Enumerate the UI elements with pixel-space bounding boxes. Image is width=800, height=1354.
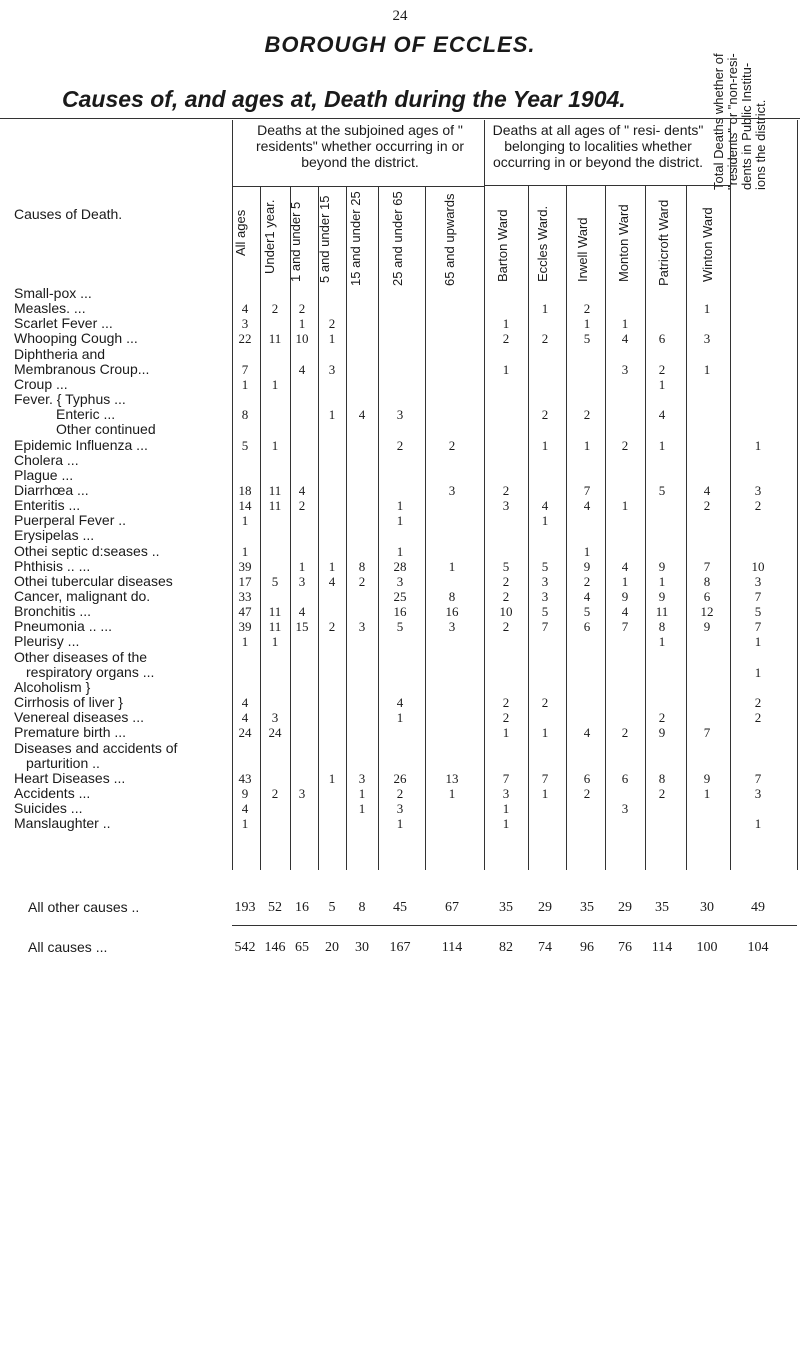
summary-cell: 82 xyxy=(499,940,513,955)
table-cell: 7 xyxy=(241,361,249,377)
table-cell: 33 xyxy=(238,589,252,604)
table-cell: 2 xyxy=(502,695,510,711)
table-cell: 3 xyxy=(298,573,306,589)
table-cell: 7 xyxy=(502,770,510,786)
table-cell: 7 xyxy=(541,619,549,635)
table-cell: 1 xyxy=(658,634,666,650)
table-cell: 4 xyxy=(621,331,629,347)
col-header-total-3: dents in Public Institu- xyxy=(739,62,754,190)
table-cell: 2 xyxy=(658,785,666,801)
row-label: Cholera ... xyxy=(14,451,79,468)
column-divider xyxy=(686,186,687,870)
table-cell: 1 xyxy=(241,513,249,529)
table-cell: 4 xyxy=(583,589,591,604)
column-divider xyxy=(484,120,485,870)
table-cell: 1 xyxy=(541,301,549,317)
column-divider xyxy=(645,186,646,870)
age-group-header: Deaths at the subjoined ages of " residents" whether occurring in or beyond the district. xyxy=(255,122,465,170)
table-cell: 9 xyxy=(703,619,711,635)
ward-group-header: Deaths at all ages of " resi- dents" belonging to localities whether occurring in or beyond the district. xyxy=(492,122,704,170)
table-cell: 11 xyxy=(268,604,282,620)
table-cell: 3 xyxy=(502,498,510,514)
row-label: Puerperal Fever .. xyxy=(14,512,127,529)
summary-cell: 52 xyxy=(268,900,282,915)
table-cell: 2 xyxy=(298,301,306,317)
col-header-winton: Winton Ward xyxy=(700,207,715,282)
col-header-patricroft: Patricroft Ward xyxy=(656,199,671,286)
row-label: Heart Diseases ... xyxy=(14,769,126,786)
table-cell: 3 xyxy=(358,770,366,786)
table-cell: 4 xyxy=(621,604,629,620)
table-cell: 3 xyxy=(703,331,711,347)
table-cell: 3 xyxy=(621,361,629,377)
table-cell: 1 xyxy=(658,376,666,392)
summary-cell: 30 xyxy=(700,900,714,915)
table-cell: 4 xyxy=(358,407,366,423)
table-cell: 1 xyxy=(328,558,336,574)
table-cell: 1 xyxy=(621,573,629,589)
table-cell: 4 xyxy=(328,573,336,589)
summary-cell: 100 xyxy=(696,940,718,955)
summary-cell: 35 xyxy=(499,900,513,915)
table-cell: 14 xyxy=(238,498,252,514)
table-cell: 1 xyxy=(754,437,762,453)
page-number: 24 xyxy=(392,8,408,24)
table-cell: 1 xyxy=(396,498,404,514)
table-cell: 2 xyxy=(502,589,510,604)
summary-cell: 35 xyxy=(580,900,594,915)
table-cell: 1 xyxy=(541,785,549,801)
table-cell: 2 xyxy=(658,361,666,377)
table-cell: 1 xyxy=(241,634,249,650)
table-cell: 2 xyxy=(754,498,762,514)
table-cell: 6 xyxy=(703,589,711,604)
col-header-monton: Monton Ward xyxy=(616,204,631,282)
table-cell: 16 xyxy=(393,604,407,620)
table-cell: 47 xyxy=(238,604,252,620)
table-cell: 6 xyxy=(583,770,591,786)
table-cell: 3 xyxy=(448,619,456,635)
row-label: Enteritis ... xyxy=(14,497,81,514)
header-rule xyxy=(232,186,484,187)
summary-cell: 114 xyxy=(651,940,673,955)
table-cell: 8 xyxy=(358,558,366,574)
table-cell: 1 xyxy=(658,573,666,589)
table-cell: 4 xyxy=(583,725,591,741)
col-header-total-1: Total Deaths whether of xyxy=(711,53,726,190)
table-cell: 2 xyxy=(583,407,591,423)
table-cell: 39 xyxy=(238,619,252,635)
table-cell: 2 xyxy=(583,301,591,317)
table-cell: 11 xyxy=(268,331,282,347)
summary-cell: 49 xyxy=(751,900,765,915)
table-cell: 1 xyxy=(448,785,456,801)
table-cell: 2 xyxy=(703,498,711,514)
table-cell: 1 xyxy=(703,361,711,377)
summary-cell: 74 xyxy=(538,940,552,955)
header-rule xyxy=(484,185,730,186)
table-cell: 5 xyxy=(583,604,591,620)
table-cell: 2 xyxy=(541,695,549,711)
table-cell: 3 xyxy=(358,619,366,635)
table-cell: 4 xyxy=(541,498,549,514)
table-cell: 3 xyxy=(448,482,456,498)
table-cell: 1 xyxy=(298,558,306,574)
page-title: Causes of, and ages at, Death during the Year 1904. xyxy=(62,86,626,112)
table-cell: 1 xyxy=(583,437,591,453)
table-cell: 5 xyxy=(241,437,249,453)
col-header-5-15: 5 and under 15 xyxy=(317,195,332,283)
table-cell: 8 xyxy=(658,619,666,635)
table-cell: 3 xyxy=(298,785,306,801)
table-cell: 1 xyxy=(396,710,404,726)
table-cell: 6 xyxy=(658,331,666,347)
table-cell: 1 xyxy=(502,801,510,817)
row-label: Diseases and accidents of xyxy=(14,739,178,756)
row-label: Phthisis .. ... xyxy=(14,557,91,574)
column-divider xyxy=(425,186,426,870)
table-cell: 1 xyxy=(658,437,666,453)
table-cell: 1 xyxy=(396,543,404,559)
column-divider xyxy=(797,120,798,870)
row-label: Scarlet Fever ... xyxy=(14,315,113,332)
row-label: Epidemic Influenza ... xyxy=(14,436,148,453)
row-label: Cirrhosis of liver } xyxy=(14,694,123,711)
table-cell: 1 xyxy=(583,543,591,559)
summary-cell: 8 xyxy=(358,900,366,915)
table-cell: 11 xyxy=(268,482,282,498)
table-cell: 2 xyxy=(502,331,510,347)
row-label: Bronchitis ... xyxy=(14,603,92,620)
table-cell: 1 xyxy=(396,513,404,529)
row-label: Manslaughter .. xyxy=(14,815,111,832)
column-divider xyxy=(730,120,731,870)
row-label: Erysipelas ... xyxy=(14,527,95,544)
table-cell: 5 xyxy=(658,482,666,498)
row-label: Enteric ... xyxy=(56,406,116,423)
table-cell: 28 xyxy=(393,558,407,574)
summary-cell: 29 xyxy=(618,900,632,915)
table-cell: 2 xyxy=(396,785,404,801)
table-cell: 2 xyxy=(658,710,666,726)
table-cell: 4 xyxy=(241,695,249,711)
col-header-65-up: 65 and upwards xyxy=(442,193,457,286)
row-label: Venereal diseases ... xyxy=(14,709,144,726)
column-divider xyxy=(318,186,319,870)
table-cell: 3 xyxy=(502,785,510,801)
row-label: Measles. ... xyxy=(14,300,86,317)
table-cell: 1 xyxy=(328,770,336,786)
table-cell: 1 xyxy=(358,785,366,801)
table-cell: 1 xyxy=(328,407,336,423)
row-label: Small-pox ... xyxy=(14,285,92,301)
table-cell: 4 xyxy=(396,695,404,711)
column-divider xyxy=(528,186,529,870)
summary-cell: 146 xyxy=(264,940,286,955)
table-cell: 2 xyxy=(541,331,549,347)
table-cell: 1 xyxy=(241,816,249,832)
table-cell: 2 xyxy=(328,316,336,332)
table-cell: 3 xyxy=(328,361,336,377)
table-cell: 22 xyxy=(238,331,252,347)
row-label: Diarrhœa ... xyxy=(14,481,89,498)
table-cell: 1 xyxy=(621,316,629,332)
table-cell: 8 xyxy=(241,407,249,423)
row-label: Pneumonia .. ... xyxy=(14,618,113,635)
summary-cell: 542 xyxy=(234,940,256,955)
row-label: Fever. { Typhus ... xyxy=(14,391,126,408)
summary-row-label: All causes ... xyxy=(28,939,108,955)
table-cell: 1 xyxy=(502,725,510,741)
table-cell: 11 xyxy=(268,619,282,635)
table-cell: 39 xyxy=(238,558,252,574)
row-label: Othei septic d:seases .. xyxy=(14,542,160,559)
table-cell: 4 xyxy=(241,301,249,317)
summary-cell: 45 xyxy=(393,900,407,915)
row-label: Othei tubercular diseases xyxy=(14,572,173,589)
table-cell: 1 xyxy=(241,376,249,392)
table-cell: 3 xyxy=(754,573,762,589)
row-label: Membranous Croup... xyxy=(14,360,150,377)
col-header-total-2: "residents" or "non-resi- xyxy=(725,53,740,190)
table-cell: 8 xyxy=(448,589,456,604)
column-divider xyxy=(378,186,379,870)
table-cell: 1 xyxy=(241,543,249,559)
summary-cell: 96 xyxy=(580,940,594,955)
causes-column-header: Causes of Death. xyxy=(14,206,123,222)
table-cell: 3 xyxy=(754,785,762,801)
table-cell: 2 xyxy=(502,619,510,635)
table-cell: 1 xyxy=(396,816,404,832)
summary-cell: 67 xyxy=(445,900,459,915)
table-cell: 5 xyxy=(583,331,591,347)
table-cell: 2 xyxy=(396,437,404,453)
table-cell: 26 xyxy=(393,770,407,786)
table-cell: 4 xyxy=(298,482,306,498)
table-cell: 4 xyxy=(703,482,711,498)
table-cell: 4 xyxy=(583,498,591,514)
table-cell: 3 xyxy=(241,316,249,332)
summary-cell: 65 xyxy=(295,940,309,955)
col-header-total-4: ions the district. xyxy=(753,99,768,190)
table-cell: 1 xyxy=(541,437,549,453)
table-cell: 2 xyxy=(502,573,510,589)
table-cell: 7 xyxy=(703,558,711,574)
table-cell: 24 xyxy=(238,725,252,741)
table-cell: 7 xyxy=(754,619,762,635)
table-cell: 9 xyxy=(658,558,666,574)
table-cell: 5 xyxy=(271,573,279,589)
table-cell: 1 xyxy=(358,801,366,817)
table-cell: 7 xyxy=(583,482,591,498)
table-cell: 4 xyxy=(658,407,666,423)
col-header-irwell: Irwell Ward xyxy=(575,217,590,282)
table-cell: 25 xyxy=(393,589,407,604)
table-cell: 9 xyxy=(658,725,666,741)
summary-cell: 76 xyxy=(618,940,632,955)
row-label: Accidents ... xyxy=(14,784,91,801)
table-cell: 6 xyxy=(621,770,629,786)
table-cell: 9 xyxy=(703,770,711,786)
table-cell: 5 xyxy=(541,604,549,620)
table-cell: 17 xyxy=(238,573,252,589)
table-cell: 43 xyxy=(238,770,252,786)
table-cell: 5 xyxy=(502,558,510,574)
table-cell: 10 xyxy=(295,331,309,347)
summary-cell: 29 xyxy=(538,900,552,915)
table-cell: 1 xyxy=(754,664,762,680)
table-cell: 3 xyxy=(396,573,404,589)
column-divider xyxy=(290,186,291,870)
col-header-25-65: 25 and under 65 xyxy=(390,191,405,286)
col-header-all-ages: All ages xyxy=(233,209,248,256)
table-cell: 4 xyxy=(241,710,249,726)
col-header-15-25: 15 and under 25 xyxy=(348,191,363,286)
table-cell: 2 xyxy=(271,301,279,317)
row-label: Other diseases of the xyxy=(14,648,148,665)
table-cell: 2 xyxy=(271,785,279,801)
table-cell: 1 xyxy=(754,634,762,650)
table-cell: 13 xyxy=(445,770,459,786)
table-cell: 3 xyxy=(271,710,279,726)
column-divider xyxy=(605,186,606,870)
summary-cell: 5 xyxy=(328,900,336,915)
table-cell: 1 xyxy=(583,316,591,332)
column-divider xyxy=(346,186,347,870)
table-cell: 11 xyxy=(655,604,669,620)
table-cell: 2 xyxy=(448,437,456,453)
col-header-eccles: Eccles Ward. xyxy=(535,205,550,282)
table-cell: 7 xyxy=(703,725,711,741)
summary-cell: 167 xyxy=(389,940,411,955)
table-bottom-rule xyxy=(232,925,797,926)
row-label: respiratory organs ... xyxy=(26,663,155,680)
table-cell: 1 xyxy=(298,316,306,332)
table-cell: 1 xyxy=(502,816,510,832)
table-cell: 1 xyxy=(541,725,549,741)
summary-cell: 193 xyxy=(234,900,256,915)
summary-cell: 114 xyxy=(441,940,463,955)
row-label: Plague ... xyxy=(14,466,74,483)
table-cell: 7 xyxy=(541,770,549,786)
table-cell: 4 xyxy=(241,801,249,817)
table-cell: 1 xyxy=(448,558,456,574)
table-cell: 11 xyxy=(268,498,282,514)
table-cell: 5 xyxy=(754,604,762,620)
row-label: Whooping Cough ... xyxy=(14,330,138,347)
row-label: Other continued xyxy=(56,421,156,438)
table-cell: 1 xyxy=(328,331,336,347)
table-cell: 1 xyxy=(271,634,279,650)
table-cell: 15 xyxy=(295,619,309,635)
summary-cell: 35 xyxy=(655,900,669,915)
table-cell: 1 xyxy=(271,376,279,392)
table-cell: 2 xyxy=(328,619,336,635)
header-rule xyxy=(0,118,800,119)
table-cell: 9 xyxy=(583,558,591,574)
col-header-under-1: Under1 year. xyxy=(262,199,277,274)
table-cell: 24 xyxy=(268,725,282,741)
table-cell: 3 xyxy=(621,801,629,817)
table-cell: 7 xyxy=(621,619,629,635)
table-cell: 8 xyxy=(658,770,666,786)
table-cell: 2 xyxy=(621,725,629,741)
table-cell: 9 xyxy=(621,589,629,604)
table-cell: 1 xyxy=(271,437,279,453)
table-cell: 1 xyxy=(502,316,510,332)
table-cell: 2 xyxy=(298,498,306,514)
table-cell: 3 xyxy=(396,801,404,817)
summary-cell: 30 xyxy=(355,940,369,955)
table-cell: 3 xyxy=(754,482,762,498)
table-cell: 12 xyxy=(700,604,714,620)
row-label: Cancer, malignant do. xyxy=(14,588,151,604)
table-cell: 2 xyxy=(583,573,591,589)
table-cell: 2 xyxy=(502,710,510,726)
row-label: Alcoholism } xyxy=(14,678,91,695)
table-cell: 3 xyxy=(541,573,549,589)
row-label: Suicides ... xyxy=(14,800,83,817)
table-cell: 1 xyxy=(754,816,762,832)
row-label: Pleurisy ... xyxy=(14,633,80,650)
table-cell: 16 xyxy=(445,604,459,620)
table-cell: 3 xyxy=(541,589,549,604)
column-divider xyxy=(260,186,261,870)
table-cell: 5 xyxy=(396,619,404,635)
row-label: Diphtheria and xyxy=(14,345,106,362)
table-cell: 4 xyxy=(298,361,306,377)
table-cell: 9 xyxy=(658,589,666,604)
summary-row-label: All other causes .. xyxy=(28,899,140,915)
table-cell: 2 xyxy=(502,482,510,498)
table-cell: 7 xyxy=(754,589,762,604)
table-cell: 18 xyxy=(238,482,252,498)
table-cell: 1 xyxy=(621,498,629,514)
summary-cell: 16 xyxy=(295,900,309,915)
table-cell: 10 xyxy=(751,558,765,574)
table-cell: 1 xyxy=(703,301,711,317)
table-cell: 9 xyxy=(241,785,249,801)
table-cell: 10 xyxy=(499,604,513,620)
table-cell: 1 xyxy=(541,513,549,529)
table-cell: 7 xyxy=(754,770,762,786)
summary-cell: 20 xyxy=(325,940,339,955)
table-cell: 1 xyxy=(502,361,510,377)
table-cell: 5 xyxy=(541,558,549,574)
table-cell: 8 xyxy=(703,573,711,589)
borough-heading: BOROUGH OF ECCLES. xyxy=(264,32,536,57)
col-header-barton: Barton Ward xyxy=(495,209,510,282)
table-cell: 4 xyxy=(621,558,629,574)
table-cell: 3 xyxy=(396,407,404,423)
row-label: Premature birth ... xyxy=(14,724,127,741)
row-label: parturition .. xyxy=(26,754,100,771)
table-cell: 4 xyxy=(298,604,306,620)
table-cell: 2 xyxy=(754,710,762,726)
column-divider xyxy=(566,186,567,870)
table-cell: 6 xyxy=(583,619,591,635)
table-cell: 1 xyxy=(703,785,711,801)
summary-cell: 104 xyxy=(747,940,769,955)
table-cell: 2 xyxy=(621,437,629,453)
table-cell: 2 xyxy=(583,785,591,801)
col-header-1-5: 1 and under 5 xyxy=(288,201,303,282)
table-cell: 2 xyxy=(541,407,549,423)
table-cell: 2 xyxy=(358,573,366,589)
table-cell: 2 xyxy=(754,695,762,711)
row-label: Croup ... xyxy=(14,375,68,392)
